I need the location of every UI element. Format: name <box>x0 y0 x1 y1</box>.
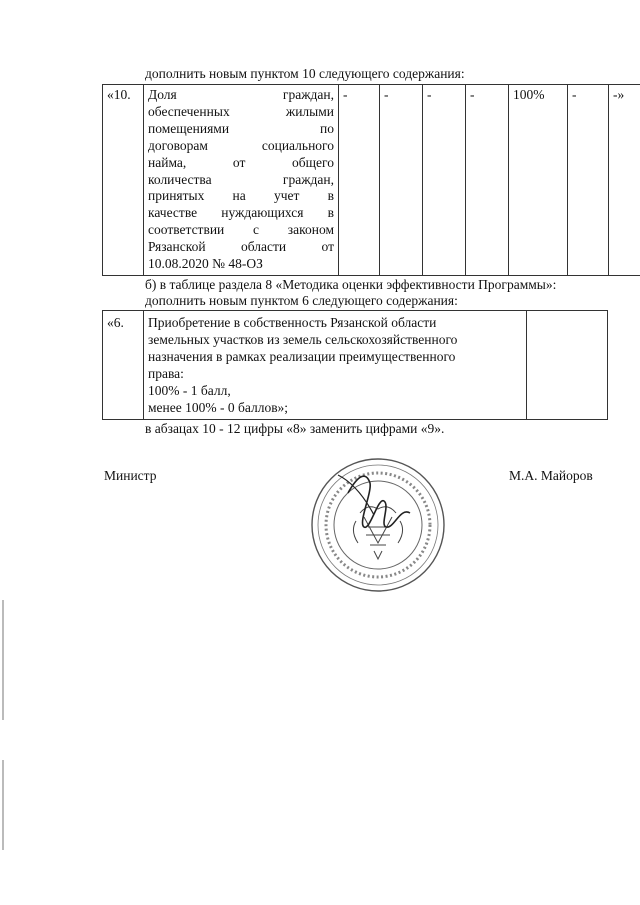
criterion-description <box>144 311 527 420</box>
criterion-line: земельных участков из земель сельскохозяйственного <box>148 332 458 347</box>
description-line: найма, от общего <box>148 154 334 170</box>
description-line: количества граждан, <box>148 171 334 187</box>
scan-edge-mark <box>2 600 4 720</box>
row-number: «6. <box>103 311 144 420</box>
value-cell: - <box>466 85 509 276</box>
item-b-line: дополнить новым пунктом 6 следующего содержания: <box>145 293 458 308</box>
description-line: соответствии с законом <box>148 222 334 238</box>
row-number: «10. <box>103 85 144 276</box>
criterion-line: права: <box>148 366 184 381</box>
criterion-line: менее 100% - 0 баллов»; <box>148 400 289 415</box>
signatory-name: М.А. Майоров <box>509 468 593 483</box>
empty-cell <box>527 311 608 420</box>
description-line: 10.08.2020 № 48-ОЗ <box>148 256 263 272</box>
description-line: Доля граждан, <box>148 87 334 102</box>
value-cell: - <box>380 85 423 276</box>
description-line: обеспеченных жилыми <box>148 103 334 119</box>
item-b-line: б) в таблице раздела 8 «Методика оценки эффективности Программы»: <box>145 277 557 292</box>
criterion-line: 100% - 1 балл, <box>148 383 231 398</box>
value-cell: - <box>339 85 380 276</box>
table-row <box>103 85 640 276</box>
value-cell: - <box>423 85 466 276</box>
description-line: Рязанской области от <box>148 239 334 255</box>
description-line: помещениями по <box>148 120 334 136</box>
intro-line: дополнить новым пунктом 10 следующего содержания: <box>145 66 465 81</box>
criterion-line: назначения в рамках реализации преимущественного <box>148 349 456 364</box>
value-cell: 100% <box>509 85 568 276</box>
description-line: принятых на учет в <box>148 188 334 204</box>
official-seal-stamp <box>308 455 448 595</box>
methodology-table <box>102 310 608 420</box>
scan-edge-mark <box>2 760 4 850</box>
criterion-line: Приобретение в собственность Рязанской области <box>148 315 437 330</box>
paragraph-line: в абзацах 10 - 12 цифры «8» заменить цифрами «9». <box>145 421 445 436</box>
value-cell: - <box>568 85 609 276</box>
value-cell: -» <box>609 85 640 276</box>
table-row <box>103 311 608 420</box>
description-line: договорам социального <box>148 137 334 153</box>
indicator-description <box>144 85 339 276</box>
description-line: качестве нуждающихся в <box>148 205 334 221</box>
signatory-position: Министр <box>104 468 157 483</box>
indicator-table <box>102 84 640 276</box>
